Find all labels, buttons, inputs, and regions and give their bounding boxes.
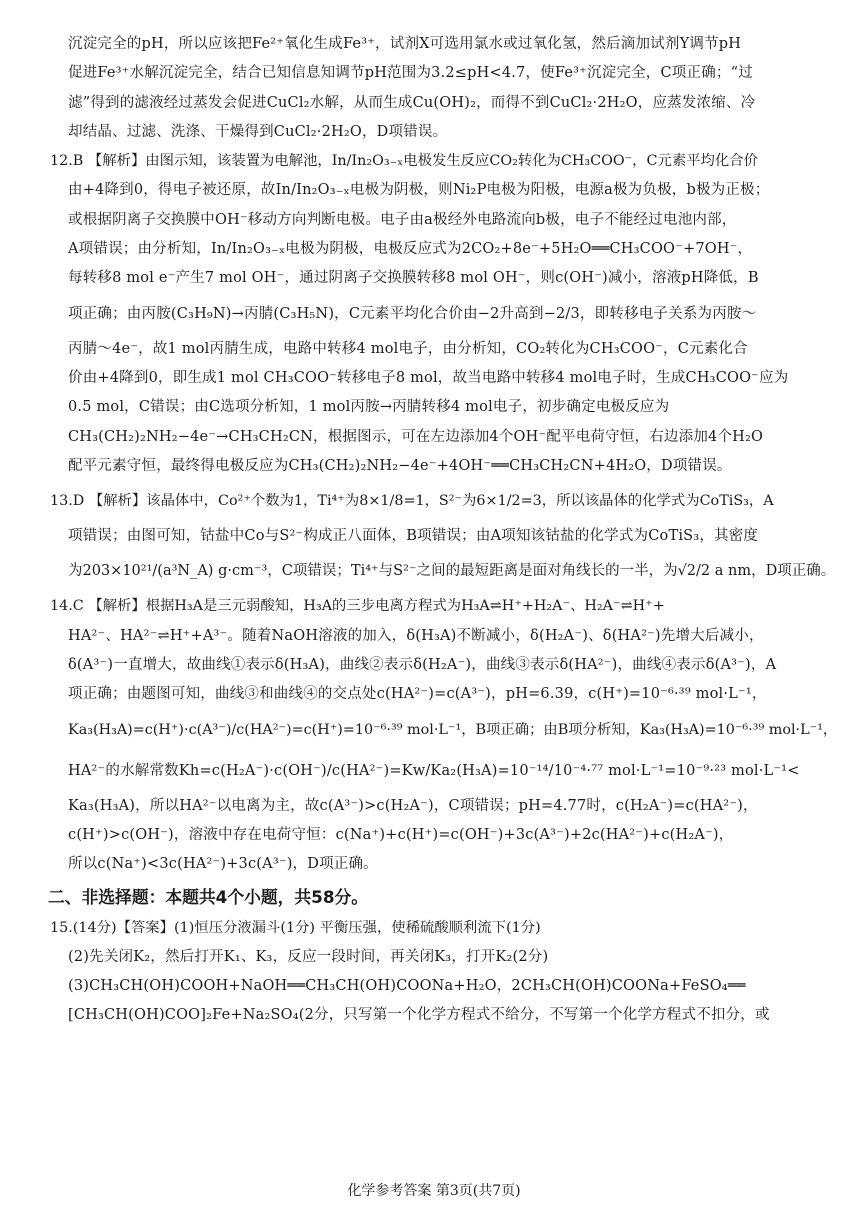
section-heading: 二、非选择题：本题共4个小题，共58分。 — [48, 886, 369, 907]
text-line: A项错误；由分析知，In/In₂O₃₋ₓ电极为阴极，电极反应式为2CO₂+8e⁻+5H₂O══CH₃COO⁻+7OH⁻， — [68, 241, 753, 258]
text-line: c(H⁺)>c(OH⁻)，溶液中存在电荷守恒：c(Na⁺)+c(H⁺)=c(OH⁻)+3c(A³⁻)+2c(HA²⁻)+c(H₂A⁻)， — [68, 826, 734, 843]
text-line: 每转移8 mol e⁻产生7 mol OH⁻，通过阴离子交换膜转移8 mol OH⁻，则c(OH⁻)减小，溶液pH降低，B — [68, 270, 759, 287]
text-line: 项正确；由丙胺(C₃H₉N)→丙腈(C₃H₅N)，C元素平均化合价由−2升高到−2/3，即转移电子关系为丙胺～ — [68, 305, 757, 322]
text-line: 项错误；由图可知，钴盐中Co与S²⁻构成正八面体，B项错误；由A项知该钴盐的化学式为CoTiS₃，其密度 — [68, 528, 759, 545]
text-line: 滤”得到的滤液经过蒸发会促进CuCl₂水解，从而生成Cu(OH)₂，而得不到CuCl₂·2H₂O，应蒸发浓缩、冷 — [68, 94, 756, 111]
text-line: HA²⁻、HA²⁻⇌H⁺+A³⁻。随着NaOH溶液的加入，δ(H₃A)不断减小，δ(H₂A⁻)、δ(HA²⁻)先增大后减小， — [68, 627, 764, 644]
text-line: δ(A³⁻)一直增大，故曲线①表示δ(H₃A)，曲线②表示δ(H₂A⁻)，曲线③表示δ(HA²⁻)，曲线④表示δ(A³⁻)，A — [68, 657, 777, 674]
text-line: CH₃(CH₂)₂NH₂−4e⁻→CH₃CH₂CN，根据图示，可在左边添加4个OH⁻配平电荷守恒，右边添加4个H₂O — [68, 428, 764, 445]
text-line: 配平元素守恒，最终得电极反应为CH₃(CH₂)₂NH₂−4e⁻+4OH⁻══CH₃CH₂CN+4H₂O，D项错误。 — [68, 457, 732, 474]
text-line: Ka₃(H₃A)，所以HA²⁻以电离为主，故c(A³⁻)>c(H₂A⁻)，C项错误；pH=4.77时，c(H₂A⁻)=c(HA²⁻)， — [68, 797, 758, 814]
text-line: 14.C 【解析】根据H₃A是三元弱酸知，H₃A的三步电离方程式为H₃A⇌H⁺+H₂A⁻、H₂A⁻⇌H⁺+ — [50, 598, 665, 615]
text-line: 促进Fe³⁺水解沉淀完全，结合已知信息知调节pH范围为3.2≤pH<4.7，使Fe³⁺沉淀完全，C项正确；“过 — [68, 65, 753, 82]
answer-text-block — [50, 30, 838, 880]
text-line: HA²⁻的水解常数Kh=c(H₂A⁻)·c(OH⁻)/c(HA²⁻)=Kw/Ka₂(H₃A)=10⁻¹⁴/10⁻⁴·⁷⁷ mol·L⁻¹=10⁻⁹·²³ mol·L⁻¹< — [68, 762, 800, 779]
text-line: 或根据阴离子交换膜中OH⁻移动方向判断电极。电子由a极经外电路流向b极，电子不能经过电池内部， — [68, 211, 737, 228]
text-line: (2)先关闭K₂，然后打开K₁、K₃，反应一段时间，再关闭K₃，打开K₂(2分) — [68, 948, 549, 965]
page-footer: 化学参考答案 第3页(共7页) — [347, 1183, 521, 1199]
text-line: 丙腈～4e⁻，故1 mol丙腈生成，电路中转移4 mol电子，由分析知，CO₂转化为CH₃COO⁻，C元素化合 — [68, 340, 748, 357]
text-line: Ka₃(H₃A)=c(H⁺)·c(A³⁻)/c(HA²⁻)=c(H⁺)=10⁻⁶·³⁹ mol·L⁻¹，B项正确；由B项分析知，Ka₃(H₃A)=10⁻⁶·³⁹ mol·L⁻¹， — [68, 721, 838, 738]
text-line: 却结晶、过滤、洗涤、干燥得到CuCl₂·2H₂O，D项错误。 — [68, 123, 448, 140]
text-line: 由+4降到0，得电子被还原，故In/In₂O₃₋ₓ电极为阴极，则Ni₂P电极为阳极，电源a极为负极，b极为正极； — [68, 182, 770, 199]
text-line: 所以c(Na⁺)<3c(HA²⁻)+3c(A³⁻)，D项正确。 — [68, 856, 378, 873]
text-line: 为203×10²¹/(a³N_A) g·cm⁻³，C项错误；Ti⁴⁺与S²⁻之间的最短距离是面对角线长的一半，为√2/2 a nm，D项正确。 — [68, 563, 836, 580]
text-line: [CH₃CH(OH)COO]₂Fe+Na₂SO₄(2分，只写第一个化学方程式不给分，不写第一个化学方程式不扣分，或 — [68, 1007, 770, 1024]
answer-15-block — [50, 914, 828, 1031]
text-line: 0.5 mol，C错误；由C选项分析知，1 mol丙胺→丙腈转移4 mol电子，初步确定电极反应为 — [68, 399, 670, 416]
text-line: (3)CH₃CH(OH)COOH+NaOH══CH₃CH(OH)COONa+H₂O，2CH₃CH(OH)COONa+FeSO₄══ — [68, 978, 746, 995]
text-line: 15.(14分)【答案】(1)恒压分液漏斗(1分) 平衡压强，使稀硫酸顺利流下(1分) — [50, 919, 541, 936]
text-line: 12.B 【解析】由图示知，该装置为电解池，In/In₂O₃₋ₓ电极发生反应CO₂转化为CH₃COO⁻，C元素平均化合价 — [50, 153, 758, 170]
text-line: 项正确；由题图可知，曲线③和曲线④的交点处c(HA²⁻)=c(A³⁻)，pH=6.39，c(H⁺)=10⁻⁶·³⁹ mol·L⁻¹， — [68, 686, 767, 703]
text-line: 价由+4降到0，即生成1 mol CH₃COO⁻转移电子8 mol，故当电路中转移4 mol电子时，生成CH₃COO⁻应为 — [68, 369, 789, 386]
text-line: 13.D 【解析】该晶体中，Co²⁺个数为1，Ti⁴⁺为8×1/8=1，S²⁻为6×1/2=3，所以该晶体的化学式为CoTiS₃，A — [50, 493, 774, 510]
text-line: 沉淀完全的pH，所以应该把Fe²⁺氧化生成Fe³⁺，试剂X可选用氯水或过氧化氢，然后滴加试剂Y调节pH — [68, 36, 742, 52]
